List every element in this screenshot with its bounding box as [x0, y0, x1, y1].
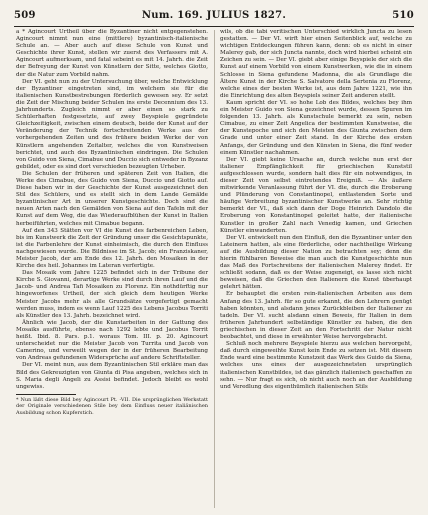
right-column: [220, 29, 412, 391]
paragraph: Der VI. meint nun, aus dem Byzantinischen Stil erkläre man das Bild des Gekreuzigten von Giunta di Pisa angeben, welches sich in S. Maria degli Angeli zu Assisi befindet. Jedoch bleibt es wohl ungewiss.: [16, 362, 208, 390]
footnote: * Nun läßt diese Bild bey Agincourt Pt. -VII. Die ursprünglichen Werkstatt der Originale verschiedenen Stile bey dem Einfluss neuer italiänischen Ausbildung schon Kupferstich.: [16, 396, 208, 416]
column-divider: [214, 30, 215, 508]
header-rule: [14, 26, 414, 27]
paragraph: a * Agincourt Urtheil über die Byzantiner nicht entgegenstehen. Agincourt nimmt nun eine (mittlere) byzantinisch-italienische Schule an. — Aber auch auf diese Schule von Kunst und Geschichte ihrer Kunst, stellen wir zuerst des Verfassers mit A. Agincourt aufmerksam, und fatal sebeint es mit 14. Jahrh. die Zeit der Befreyung der Kunst von Künstlern der Sitte, welches Giotto, der die Natur zum Vorbild nahm.: [16, 29, 208, 78]
paragraph: Ähnlich wie Jacob, der die Kunstarbeiten in der Gattung des Mosaiks ausführte, ebenso nach 1292 lebte und Jacobus Torrit heißt. Ibid. 8. Pars. p.1. woraus Tom. III. p. 20. Agincourt unterscheidet nur die Meister Jacob von Turrita und Jacob von Camerino, und verweilt wegen der in der früheren Bearbeitung von Andreas gefundenen Widersprüche auf andere Schriftsteller.: [16, 319, 208, 362]
running-header: [14, 10, 414, 26]
paragraph: Die Schulen der früheren und späteren Zeit von Italien, die Werke des Cimabue, des Guido von Siena, Duccio und Giotto auf. Diese haben wir in der Geschichte der Kunst ausgezeichnet den Stil des Schülers, und es stellt sich in dem Lande Gemälde byzantinischer Art in unserer Kunstgeschichte. Doch sind die neuen Arten nach den Gemälden von Siena auf den Tafeln mit der Kunst auf dem Weg, die das Wiederaufblühen der Kunst in Italien herbeiführten, welches mit Cimabue begann.: [16, 170, 208, 227]
paragraph: Auf den 343 Stätten vor VI die Kunst des farbenreichen Leben, bis im Kunstwerk die Zeit der Gründung unser die Gesichtspunkte, ist die Farbenlehre der Kunst einheimisch, die durch den Einfluss nachgewiesen wurde. Die Bildnisse im St. Jacob; ein Franziskaner, Meister Jacob, der am Ende des 12. Jahrh. den Mosaiken in der Kirche des heil. Johannes im Lateran verfertigte.: [16, 227, 208, 270]
paragraph: Der VI. entwickelt nun den Einfluß, den die Byzantiner unter den Lateinern hatten, als eine förderliche, oder nachtheilige Wirkung auf die Ausbildung dieser Nation zu betrachten sey; denn die hierin fühlbaren Beweise die man auch die Kunstgeschichte nun das Maß des Fortschreitens der italienischen Malerey findet. Er schließt sodann, daß es der Weise zugeneigt, es lasse sich nicht beweisen, daß die Griechen den Italienern die Kunst überhaupt gelehrt hätten.: [220, 234, 412, 291]
footnotes: [16, 397, 208, 416]
paragraph: Das Mosaik vom Jahre 1225 befindet sich in der Tribune der Kirche S. Giovanni, derartige Werke sind durch ihren Lauf und die Jacob- und Andrea Tafi Mosaiken zu Florenz. Ein nothdürftig nur hingeworfenes Urtheil, der sich gleich dem heutigen Werke Meister Jacobs mehr als alle Grundsätze vorgefertigt gemacht werden muss, indem es wenn Lauf 1225 des Lebens Jacobus Torriti als Künstler des 13. Jahrh. bezeichnet wird.: [16, 270, 208, 319]
paragraph: Kaum spricht der VI. so hohe Lob des Bildes, welches bey ihm ein Meister Guido von Siena gezeichnet wurde, dessen Spuren im folgenden 13. Jahrh. als Kunstschule bemerkt zu sein, neben Cimabue, zu einer Zeit Angelica der bestimmten Kunstweise, die der Kunstepoche und sich den Meisten des Giunta zwischen dem Grade und unter einer Zeit stand. In der Kirche des ersten Anfangs, der Gründung und den Künsten in Siena, die fünf weder einem Künstler nachahmen.: [220, 99, 412, 156]
footnote-rule: [16, 394, 76, 395]
page-number-left: 509: [14, 10, 36, 21]
paragraph: Schluß noch mehrere Beyspiele hierzu aus welchen hervorgeht, daß durch eingeweihte Kunst kein Ende zu setzen ist. Mit diesem Ende ward eine bestimmte Kunstzeit das Werk des Guido da Siena, welches uns eines der ausgezeichnetsten ursprünglich italienischen Kunstbildes, ist das gänzlich italienisch geschaffen zu sehn. — Nur fragt es sich, ob nicht auch noch an der Ausbildung und Veredlung des eigenthümlich italienischen Stils: [220, 341, 412, 390]
header-title: Num. 169. JULIUS 1827.: [141, 10, 287, 21]
page-number-right: 510: [392, 10, 414, 21]
paragraph: Der VI. giebt keine Ursache an, durch welche nun erst der italiener Empfänglichkeit für griechischen Kunststil aufgeschlossen wurde, sondern halt dies für ein notwendiges, in dieser Zeit von selbst eintretendes Ereigniß. — Als äußere mitwirkende Veranlassung führt der VI. die, durch die Eroberung und Plünderung von Constantinopel, entlastenden Sorte und häufige Verbreitung byzantinischer Kunstwerke an. Sehr richtig bemerkt der VI., daß sich dann der Doge Heinrich Dandolo die Eroberung von Konstantinopel geleitet hatte, der italienische Kunstler in großer Zahl nach Venedig kamen, und Griechen Künstler einwanderten.: [220, 156, 412, 234]
paragraph: wils, ob die tabi veritischen Unterschied wirklich Juncta zu lesen gestatten. — Der VI. wirft hier einen Seitenblick auf, welche zu wichtigen Entdeckungen führen kann, denn: ob es nicht in einer Malerey gab, der sich Juncta nannte, doch wird hierbei scheint ein Zeichen zu sein. — Der VI. giebt aber einige Beyspiele der sich die Kunst auf einem Vorbild von einem Kunstwerken, wie die in einem Schlosse in Siena gefundene Madonna, die als Grundlage die Ältere Kunst in der Kirche S. Salvatore della Sertenia zu Florenz, welche eines der besten Werke ist, aus dem Jahre 1221, wie ihn die Einrichtung des alten Beyspiels seiner Zeit anderen stellt.: [220, 29, 412, 99]
paragraph: Der VI. geht nun zu der Untersuchung über, welche Entwicklung der Byzantiner eingetreten sind, im welchem sie für die italienischen Kunstbestrebungen förderlich gewesen sey. Er setzt die Zeit der Mischung beider Schulen ins erste Decennium des 13. Jahrhunderts. Zugleich nimmt er aber einen so stark zu Schülerhaften festgesetzte, auf zwey Beyspiele gegründete Gleichzeitigkeit, zwischen einem deutsch, beide der Kunst auf der Veränderung der Technik fortschreitenden Werke aus der vorhergehenden Zeiten und des frühere beiden Werke der von Künstlern angehenden Zeitalter, welches die von Kunstweisen berichtet, und auch des Byzantinischen eindringen. Die Schulen von Guido von Siena, Cimabue und Duccio sich entweder in Byzanz gebildet, oder es sind dort verschieden bezeugten Urheber.: [16, 78, 208, 170]
left-column: [16, 29, 208, 416]
paragraph: Er behauptet die ersten rein-italienischen Arbeiten aus dem Anfang des 13. Jahrh. für so gute erkannt, die den Lehrern genügt haben könnten, und alsdann jenes Zurückbleiben der Italiener zu tadeln. Der VI. sucht alsdann einen Beweis, für Italien in dem früheren Jahrhundert selbständige Künstler zu haben, die den griechischen in dieser Zeit an den Fortschritt der Natur nicht beobachtet, und diese in erwähnter Weise hervorgebracht.: [220, 291, 412, 341]
